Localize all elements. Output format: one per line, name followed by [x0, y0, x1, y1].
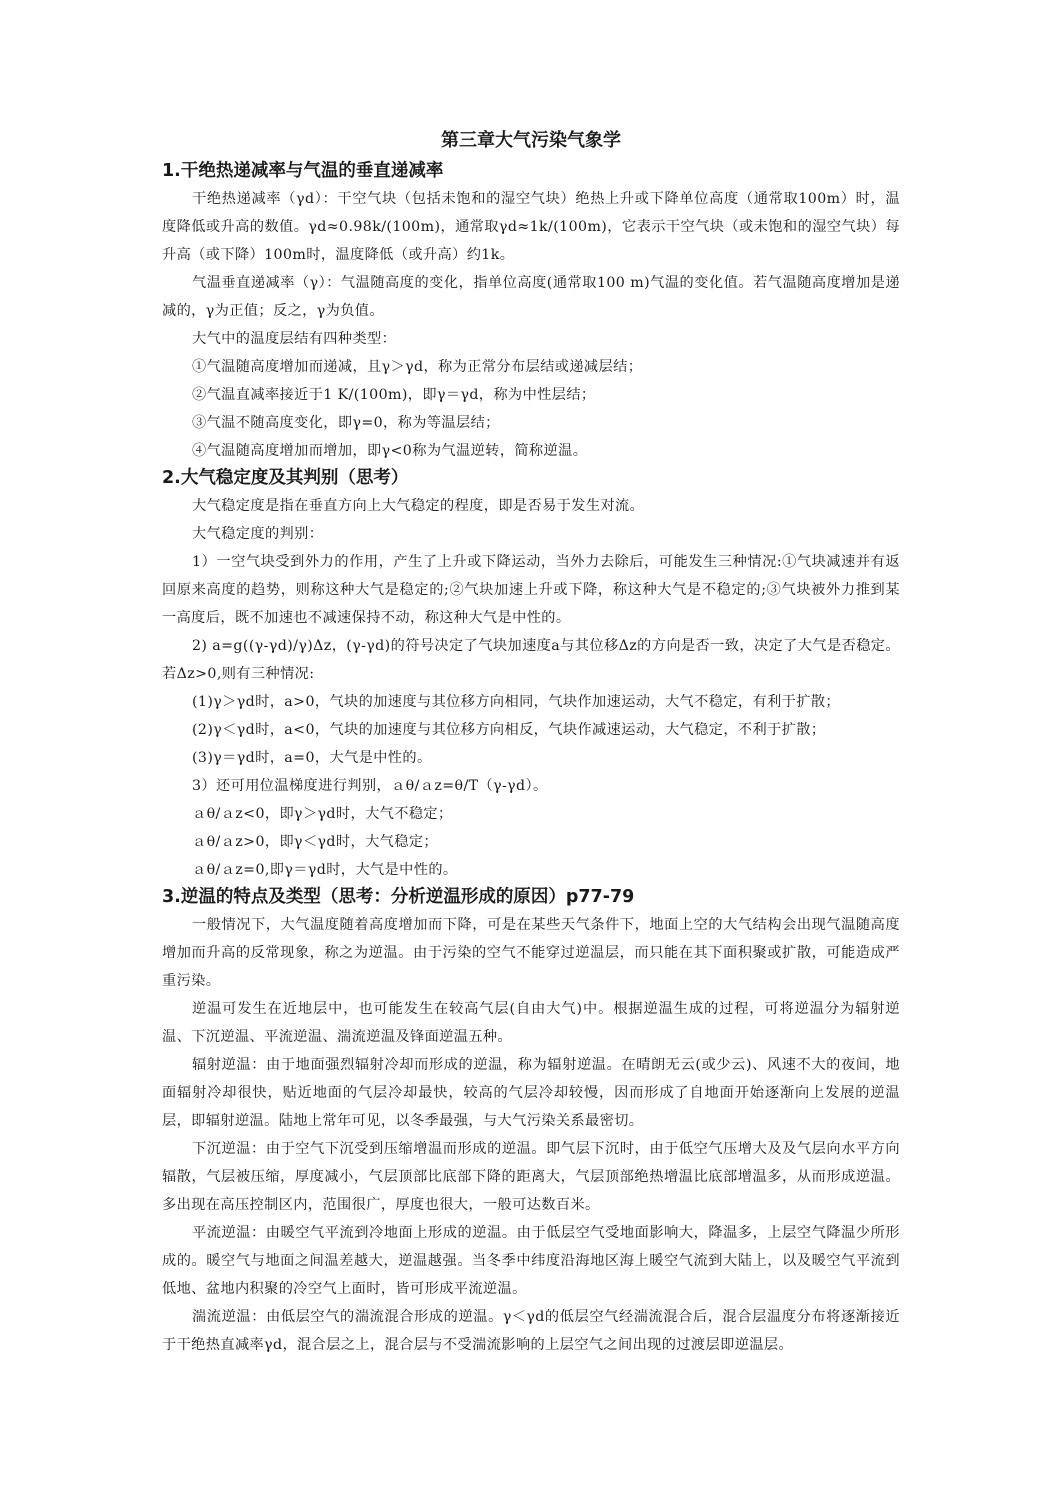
paragraph-subsidence-inversion: 下沉逆温：由于空气下沉受到压缩增温而形成的逆温。即气层下沉时，由于低空气压增大及及气层向水平方向辐散，气层被压缩，厚度减小，气层顶部比底部下降的距离大，气层顶部绝热增温比底部增温多，从而形成逆温。多出现在高压控制区内，范围很广，厚度也很大，一般可达数百米。 [162, 1141, 900, 1213]
paragraph-judge-3: 3）还可用位温梯度进行判别，ａθ/ａz=θ/T（γ-γd）。 [192, 778, 548, 794]
list-item: ａθ/ａz>0，即γ＜γd时，大气稳定； [192, 834, 439, 850]
list-item: ④气温随高度增加而增加，即γ<0称为气温逆转，简称逆温。 [192, 443, 588, 459]
paragraph-inversion-types: 逆温可发生在近地层中，也可能发生在较高气层(自由大气)中。根据逆温生成的过程，可将逆温分为辐射逆温、下沉逆温、平流逆温、湍流逆温及锋面逆温五种。 [162, 1001, 900, 1045]
list-item: ③气温不随高度变化，即γ=0，称为等温层结； [192, 415, 500, 431]
list-item: (1)γ＞γd时，a>0，气块的加速度与其位移方向相同，气块作加速运动，大气不稳定，有利于扩散； [192, 694, 841, 710]
list-item: ａθ/ａz=0,即γ＝γd时，大气是中性的。 [192, 862, 458, 878]
paragraph-inversion-intro: 一般情况下，大气温度随着高度增加而下降，可是在某些天气条件下，地面上空的大气结构会出现气温随高度增加而升高的反常现象，称之为逆温。由于污染的空气不能穿过逆温层，而只能在其下面积聚或扩散，可能造成严重污染。 [162, 917, 900, 989]
paragraph-judge-2: 2) a=g((γ-γd)/γ)Δz，(γ-γd)的符号决定了气块加速度a与其位移Δz的方向是否一致，决定了大气是否稳定。若Δz>0,则有三种情况: [162, 638, 900, 682]
paragraph-stability-def: 大气稳定度是指在垂直方向上大气稳定的程度，即是否易于发生对流。 [192, 498, 645, 514]
section-heading-1: 1.干绝热递减率与气温的垂直递减率 [162, 161, 444, 181]
list-item: (3)γ＝γd时，a=0，大气是中性的。 [192, 750, 432, 766]
section-heading-2: 2.大气稳定度及其判别（思考） [162, 468, 409, 488]
chapter-title: 第三章大气污染气象学 [441, 130, 621, 151]
paragraph-stability-judge: 大气稳定度的判别： [192, 526, 324, 542]
list-item: ａθ/ａz<0，即γ＞γd时，大气不稳定； [192, 806, 453, 822]
paragraph-radiation-inversion: 辐射逆温：由于地面强烈辐射冷却而形成的逆温，称为辐射逆温。在晴朗无云(或少云)、风速不大的夜间，地面辐射冷却很快，贴近地面的气层冷却最快，较高的气层冷却较慢，因而形成了自地面开始逐渐向上发展的逆温层，即辐射逆温。陆地上常年可见，以冬季最强，与大气污染关系最密切。 [162, 1057, 900, 1129]
paragraph-dry-adiabatic: 干绝热递减率（γd）：干空气块（包括未饱和的湿空气块）绝热上升或下降单位高度（通常取100m）时，温度降低或升高的数值。γd≈0.98k/(100m)，通常取γd≈1k/(100m)，它表示干空气块（或未饱和的湿空气块）每升高（或下降）100m时，温度降低（或升高）约1k。 [162, 191, 900, 263]
paragraph-turbulence-inversion: 湍流逆温：由低层空气的湍流混合形成的逆温。γ＜γd的低层空气经湍流混合后，混合层温度分布将逐渐接近于干绝热直减率γd，混合层之上，混合层与不受湍流影响的上层空气之间出现的过渡层即逆温层。 [162, 1309, 900, 1353]
paragraph-advection-inversion: 平流逆温：由暖空气平流到冷地面上形成的逆温。由于低层空气受地面影响大，降温多，上层空气降温少所形成的。暖空气与地面之间温差越大，逆温越强。当冬季中纬度沿海地区海上暖空气流到大陆上，以及暖空气平流到低地、盆地内积聚的冷空气上面时，皆可形成平流逆温。 [162, 1225, 900, 1297]
section-heading-3: 3.逆温的特点及类型（思考：分析逆温形成的原因）p77-79 [162, 887, 635, 907]
list-item: ①气温随高度增加而递减，且γ＞γd，称为正常分布层结或递减层结； [192, 359, 643, 375]
paragraph-judge-1: 1）一空气块受到外力的作用，产生了上升或下降运动，当外力去除后，可能发生三种情况:①气块减速并有返回原来高度的趋势，则称这种大气是稳定的;②气块加速上升或下降，称这种大气是不稳定的;③气块被外力推到某一高度后，既不加速也不减速保持不动，称这种大气是中性的。 [162, 554, 900, 626]
paragraph-lapse-rate: 气温垂直递减率（γ）：气温随高度的变化，指单位高度(通常取100 m)气温的变化值。若气温随高度增加是递减的，γ为正值；反之，γ为负值。 [162, 275, 900, 319]
paragraph-stratification-intro: 大气中的温度层结有四种类型： [192, 331, 397, 347]
list-item: ②气温直减率接近于1 K/(100m)，即γ＝γd，称为中性层结； [192, 387, 596, 403]
list-item: (2)γ＜γd时，a<0，气块的加速度与其位移方向相反，气块作减速运动，大气稳定，不利于扩散； [192, 722, 826, 738]
